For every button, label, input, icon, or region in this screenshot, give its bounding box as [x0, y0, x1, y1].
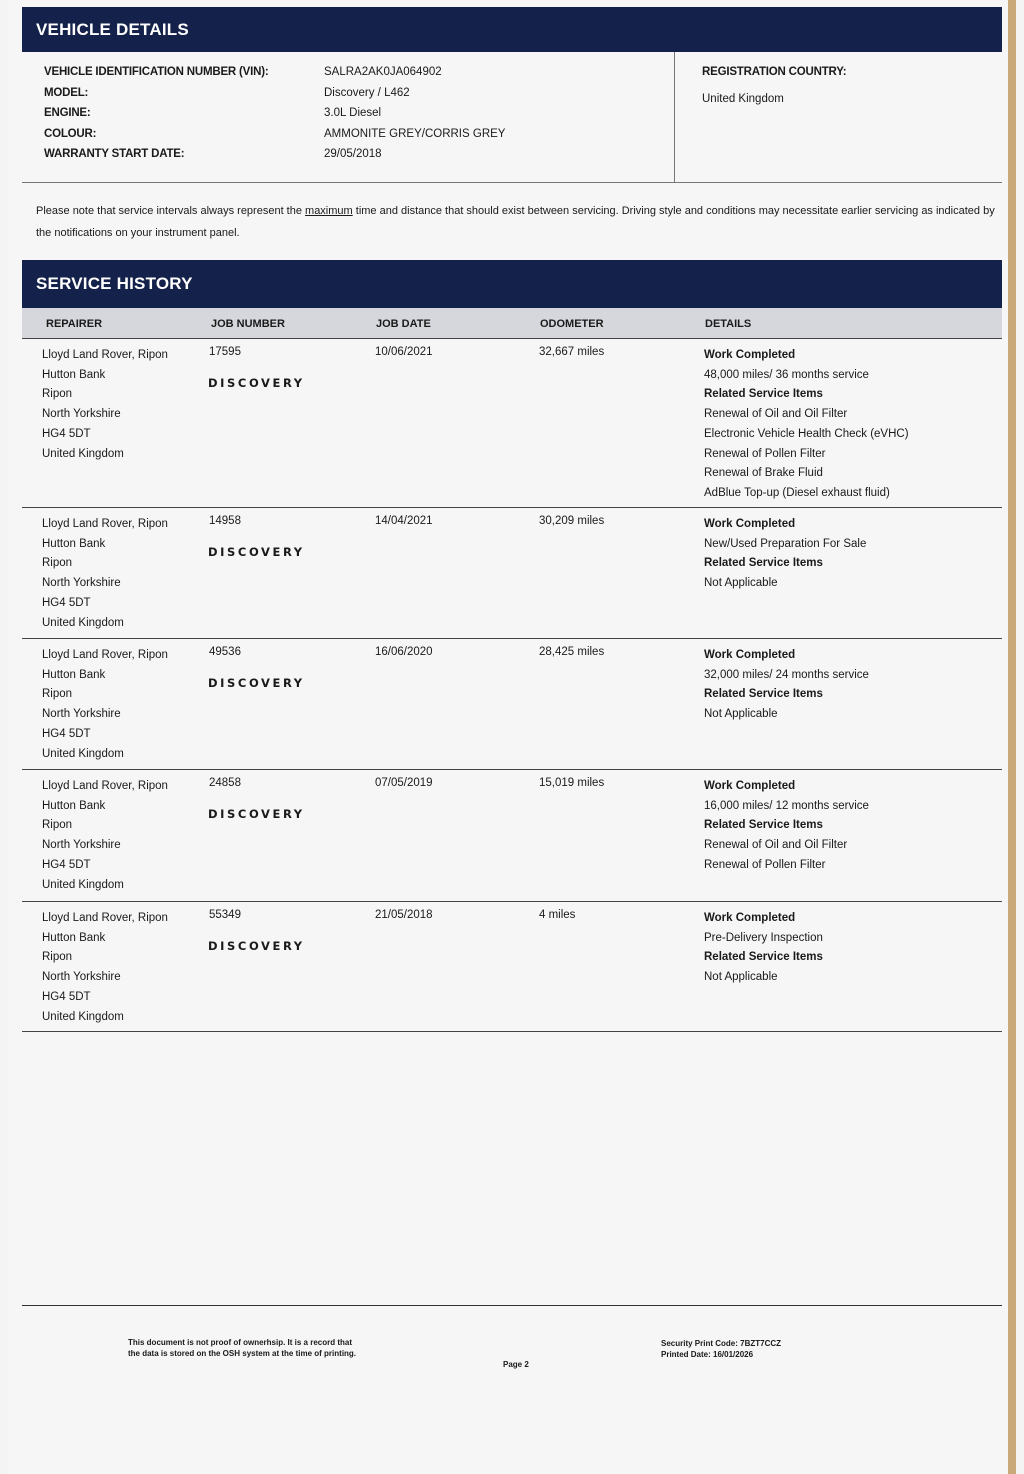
related-service-item: Renewal of Oil and Oil Filter	[704, 408, 848, 421]
related-service-item: Renewal of Oil and Oil Filter	[704, 839, 848, 852]
job-number: 49536	[209, 646, 241, 658]
discovery-logo: DISCOVERY	[208, 545, 305, 559]
service-history-column-headers	[22, 308, 1002, 339]
related-service-item: Electronic Vehicle Health Check (eVHC)	[704, 427, 909, 440]
vehicle-detail-label: ENGINE:	[44, 107, 91, 119]
related-service-item: Renewal of Pollen Filter	[704, 858, 826, 871]
vehicle-detail-value: 29/05/2018	[324, 148, 382, 160]
work-completed-label: Work Completed	[704, 649, 796, 661]
work-completed-item: 32,000 miles/ 24 months service	[704, 668, 869, 681]
odometer: 32,667 miles	[539, 346, 605, 358]
vehicle-details-title: VEHICLE DETAILS	[36, 19, 189, 39]
service-row	[22, 769, 1002, 902]
odometer: 15,019 miles	[539, 777, 605, 789]
service-details	[704, 646, 869, 725]
work-completed-label: Work Completed	[704, 518, 796, 530]
security-print-code: Security Print Code: 7BZT7CCZ	[661, 1339, 782, 1348]
document-page	[8, 0, 1016, 1474]
registration-country-value: United Kingdom	[702, 93, 784, 105]
vehicle-detail-label: WARRANTY START DATE:	[44, 148, 185, 160]
registration-country-label: REGISTRATION COUNTRY:	[702, 66, 847, 78]
column-header-repairer: REPAIRER	[46, 318, 103, 330]
work-completed-label: Work Completed	[704, 912, 796, 924]
work-completed-item: 16,000 miles/ 12 months service	[704, 799, 869, 812]
vehicle-detail-value: 3.0L Diesel	[324, 107, 382, 119]
related-service-item: Renewal of Pollen Filter	[704, 447, 826, 460]
job-date: 16/06/2020	[375, 646, 433, 658]
job-number: 24858	[209, 777, 241, 789]
page-number: Page 2	[503, 1360, 529, 1369]
related-service-items-label: Related Service Items	[704, 388, 823, 401]
service-row	[22, 507, 1002, 639]
column-header-details: DETAILS	[705, 318, 752, 330]
column-header-job-number: JOB NUMBER	[211, 318, 285, 330]
vehicle-detail-value: SALRA2AK0JA064902	[324, 66, 442, 78]
discovery-logo: DISCOVERY	[208, 376, 305, 390]
job-date: 21/05/2018	[375, 909, 433, 921]
work-completed-item: Pre-Delivery Inspection	[704, 931, 823, 944]
odometer: 30,209 miles	[539, 515, 605, 527]
footer-disclaimer: This document is not proof of ownerhsip. It is a record that the data is stored on the OSH system at the time of printing.	[128, 1338, 357, 1358]
odometer: 4 miles	[539, 909, 576, 921]
related-service-item: Renewal of Brake Fluid	[704, 467, 823, 480]
service-details	[704, 909, 823, 988]
related-service-item: AdBlue Top-up (Diesel exhaust fluid)	[704, 486, 890, 499]
job-date: 07/05/2019	[375, 777, 433, 789]
repairer-address: Lloyd Land Rover, Ripon Hutton Bank Ripon North Yorkshire HG4 5DT United Kingdom	[42, 780, 168, 891]
service-row	[22, 901, 1002, 1032]
related-service-items-label: Related Service Items	[704, 557, 823, 570]
vehicle-detail-label: MODEL:	[44, 87, 89, 99]
related-service-items-label: Related Service Items	[704, 951, 823, 964]
service-row	[22, 638, 1002, 770]
service-row	[22, 338, 1002, 508]
service-history-title: SERVICE HISTORY	[36, 274, 193, 293]
service-details	[704, 346, 909, 504]
related-service-item: Not Applicable	[704, 971, 778, 984]
vehicle-detail-value: AMMONITE GREY/CORRIS GREY	[324, 128, 506, 140]
vehicle-detail-label: COLOUR:	[44, 128, 97, 140]
job-number: 17595	[209, 346, 241, 358]
discovery-logo: DISCOVERY	[208, 939, 305, 953]
repairer-address: Lloyd Land Rover, Ripon Hutton Bank Ripon North Yorkshire HG4 5DT United Kingdom	[42, 349, 168, 460]
related-service-item: Not Applicable	[704, 708, 778, 721]
work-completed-label: Work Completed	[704, 780, 796, 792]
work-completed-item: 48,000 miles/ 36 months service	[704, 368, 869, 381]
footer-rule	[22, 1305, 1002, 1306]
work-completed-label: Work Completed	[704, 349, 796, 361]
job-date: 10/06/2021	[375, 346, 433, 358]
job-number: 14958	[209, 515, 241, 527]
related-service-items-label: Related Service Items	[704, 688, 823, 701]
vehicle-details-box	[22, 52, 1002, 183]
column-header-odometer: ODOMETER	[540, 318, 604, 330]
service-details	[704, 777, 869, 876]
odometer: 28,425 miles	[539, 646, 605, 658]
vehicle-detail-value: Discovery / L462	[324, 87, 410, 99]
related-service-items-label: Related Service Items	[704, 819, 823, 832]
discovery-logo: DISCOVERY	[208, 676, 305, 690]
job-number: 55349	[209, 909, 241, 921]
service-interval-note: Please note that service intervals always represent the maximum time and distance that should exist between servicing. Driving style and conditions may necessitate earlier servicing as indicated by the notifications on your instrument panel.	[36, 205, 995, 239]
printed-date: Printed Date: 16/01/2026	[661, 1350, 754, 1359]
repairer-address: Lloyd Land Rover, Ripon Hutton Bank Ripon North Yorkshire HG4 5DT United Kingdom	[42, 912, 168, 1023]
vehicle-details-header	[22, 7, 1002, 52]
vehicle-detail-label: VEHICLE IDENTIFICATION NUMBER (VIN):	[44, 66, 269, 78]
service-details	[704, 515, 866, 594]
repairer-address: Lloyd Land Rover, Ripon Hutton Bank Ripon North Yorkshire HG4 5DT United Kingdom	[42, 649, 168, 760]
footer-print-info	[661, 1338, 781, 1360]
repairer-address: Lloyd Land Rover, Ripon Hutton Bank Ripon North Yorkshire HG4 5DT United Kingdom	[42, 518, 168, 629]
discovery-logo: DISCOVERY	[208, 807, 305, 821]
job-date: 14/04/2021	[375, 515, 433, 527]
work-completed-item: New/Used Preparation For Sale	[704, 537, 867, 550]
service-history-header	[22, 260, 1002, 308]
vehicle-details-divider	[674, 52, 675, 182]
note-emphasis: maximum	[305, 205, 353, 217]
related-service-item: Not Applicable	[704, 577, 778, 590]
column-header-job-date: JOB DATE	[376, 318, 431, 330]
